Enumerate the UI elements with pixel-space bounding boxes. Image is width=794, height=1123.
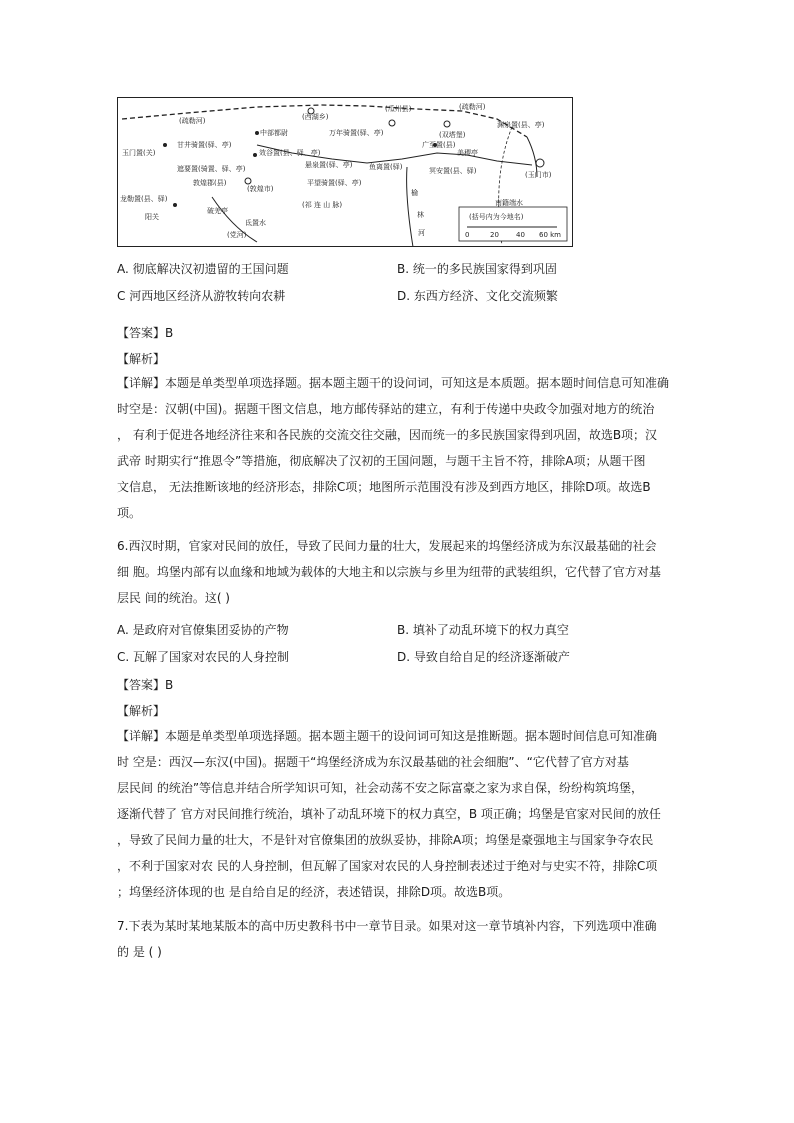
scale-60: 60 km xyxy=(539,231,562,239)
q6-detail-line: 逐渐代替了 官方对民间推行统治，填补了动乱环境下的权力真空，B 项正确；坞堡是官家对民间的放任 xyxy=(117,807,661,821)
q5-option-c: C 河西地区经济从游牧转向农耕 xyxy=(117,289,286,303)
q6-detail-line: ；坞堡经济体现的也 是自给自足的经济，表述错误，排除D项。故选B项。 xyxy=(117,885,511,899)
label-shule-left: (疏勒河) xyxy=(179,117,206,125)
route-map-figure xyxy=(117,97,573,247)
q5-detail-line: 时空是：汉朝(中国)。据题干图文信息，地方邮传驿站的建立，有利于传递中央政令加强对地方的统治 xyxy=(117,402,655,416)
label-wannian: 万年骑置(驿、亭) xyxy=(329,129,384,137)
q6-stem-line: 层民 间的统治。这( ) xyxy=(117,591,230,605)
marker-longle xyxy=(173,203,177,207)
q7-stem-line: 的 是 ( ) xyxy=(117,945,162,959)
q5-option-d: D. 东西方经济、文化交流频繁 xyxy=(397,289,558,303)
q5-detail-line: 【详解】本题是单类型单项选择题。据本题主题干的设问词，可知这是本质题。据本题时间信息可知准确 xyxy=(117,376,670,390)
label-guangzhi: 广至置(县) xyxy=(422,141,456,149)
map-svg xyxy=(117,97,573,247)
scale-20: 20 xyxy=(490,231,499,239)
q6-detail-line: ，导致了民间力量的壮大，不是针对官僚集团的放纵妥协，排除A项；坞堡是豪强地主与国家争夺农民 xyxy=(117,833,654,847)
q5-detail-line: 文信息， 无法推断该地的经济形态，排除C项；地图所示范围没有涉及到西方地区，排除D项。故选B xyxy=(117,480,651,494)
q6-option-c: C. 瓦解了国家对农民的人身控制 xyxy=(117,650,290,664)
label-xiaogu: 效谷置(县、驿、亭) xyxy=(259,149,321,157)
q5-answer: 【答案】B xyxy=(117,326,174,340)
q6-option-a: A. 是政府对官僚集团妥协的产物 xyxy=(117,623,289,637)
q6-answer: 【答案】B xyxy=(117,678,174,692)
q6-analysis-tag: 【解析】 xyxy=(117,704,166,718)
label-yuli: 鱼离置(驿) xyxy=(369,163,403,171)
label-yu: 榆 xyxy=(411,189,418,197)
label-zheyao: 遮要置(骑置、驿、亭) xyxy=(177,165,246,173)
label-xuanquan: 悬泉置(驿、亭) xyxy=(305,161,353,169)
q6-option-b: B. 填补了动乱环境下的权力真空 xyxy=(397,623,569,637)
label-ganjing: 甘井骑置(驿、亭) xyxy=(177,141,232,149)
q5-detail-line: 项。 xyxy=(117,506,142,520)
q5-option-a: A. 彻底解决汉初遗留的王国问题 xyxy=(117,262,289,276)
q5-option-b: B. 统一的多民族国家得到巩固 xyxy=(397,262,557,276)
scale-40: 40 xyxy=(516,231,525,239)
label-nanji: 南籍端水 xyxy=(495,199,523,207)
label-zhongbu: 中部都尉 xyxy=(260,129,288,137)
label-danghe: (党河) xyxy=(227,231,247,239)
scale-0: 0 xyxy=(465,231,470,239)
q5-detail-line: 武帝 时期实行“推恩令”等措施，彻底解决了汉初的王国问题，与题干主旨不符，排除A项；从题干图 xyxy=(117,454,646,468)
q6-stem-line: 6.西汉时期，官家对民间的放任，导致了民间力量的壮大，发展起来的坞堡经济成为东汉最基础的社会 xyxy=(117,539,657,553)
marker-zhongbu xyxy=(255,131,259,135)
q5-detail xyxy=(117,370,677,526)
label-poqiang: 破羌亭 xyxy=(207,207,228,215)
label-guazhou: (瓜州县) xyxy=(385,105,412,113)
q6-detail-line: ，不利于国家对农 民的人身控制，但瓦解了国家对农民的人身控制表述过于绝对与史实不符，排除C项 xyxy=(117,859,658,873)
label-xihu: (西湖乡) xyxy=(302,113,329,121)
q5-analysis-tag: 【解析】 xyxy=(117,352,166,366)
label-yuanquan: 渊泉置(县、亭) xyxy=(497,121,545,129)
label-dangsu: 氐置水 xyxy=(245,219,266,227)
q6-stem-line: 细 胞。坞堡内部有以血缘和地域为载体的大地主和以宗族与乡里为纽带的武装组织，它代替了官方对基 xyxy=(117,565,661,579)
label-pingwang: 平望骑置(驿、亭) xyxy=(307,179,362,187)
label-shuangta: (双塔堡) xyxy=(439,131,466,139)
label-mingan: 冥安置(县、驿) xyxy=(429,167,477,175)
label-longle: 龙勒置(县、驿) xyxy=(120,195,168,203)
q6-option-d: D. 导致自给自足的经济逐渐破产 xyxy=(397,650,570,664)
marker-yumenguan xyxy=(163,143,167,147)
q6-detail xyxy=(117,723,677,905)
legend-note: (括号内为今地名) xyxy=(469,213,524,221)
label-he: 河 xyxy=(418,229,425,237)
marker-xiaogu xyxy=(253,153,257,157)
q7-stem xyxy=(117,913,677,965)
label-qilian: (祁 连 山 脉) xyxy=(302,201,343,209)
q6-detail-line: 层民间 的统治”等信息并结合所学知识可知，社会动荡不安之际富豪之家为求自保，纷纷构筑坞堡， xyxy=(117,781,644,795)
label-yangguan: 阳关 xyxy=(145,213,159,221)
label-meiji: 美稷亭 xyxy=(457,149,478,157)
q6-stem xyxy=(117,533,677,611)
label-dunhuangshi: (敦煌市) xyxy=(247,185,274,193)
q5-detail-line: ， 有利于促进各地经济往来和各民族的交流交往交融，因而统一的多民族国家得到巩固，故选B项；汉 xyxy=(117,428,658,442)
q7-stem-line: 7.下表为某时某地某版本的高中历史教科书中一章节目录。如果对这一章节填补内容，下列选项中准确 xyxy=(117,919,657,933)
label-shule-right: (疏勒河) xyxy=(459,103,486,111)
label-lin: 林 xyxy=(417,211,424,219)
label-dunhuangjun: 敦煌郡(县) xyxy=(193,179,227,187)
q6-detail-line: 时 空是：西汉—东汉(中国)。据题干“坞堡经济成为东汉最基础的社会细胞”、“它代替了官方对基 xyxy=(117,755,629,769)
q6-detail-line: 【详解】本题是单类型单项选择题。据本题主题干的设问词可知这是推断题。据本题时间信息可知准确 xyxy=(117,729,658,743)
label-yumenshi: (玉门市) xyxy=(525,171,552,179)
label-yumenguan: 玉门置(关) xyxy=(122,149,156,157)
